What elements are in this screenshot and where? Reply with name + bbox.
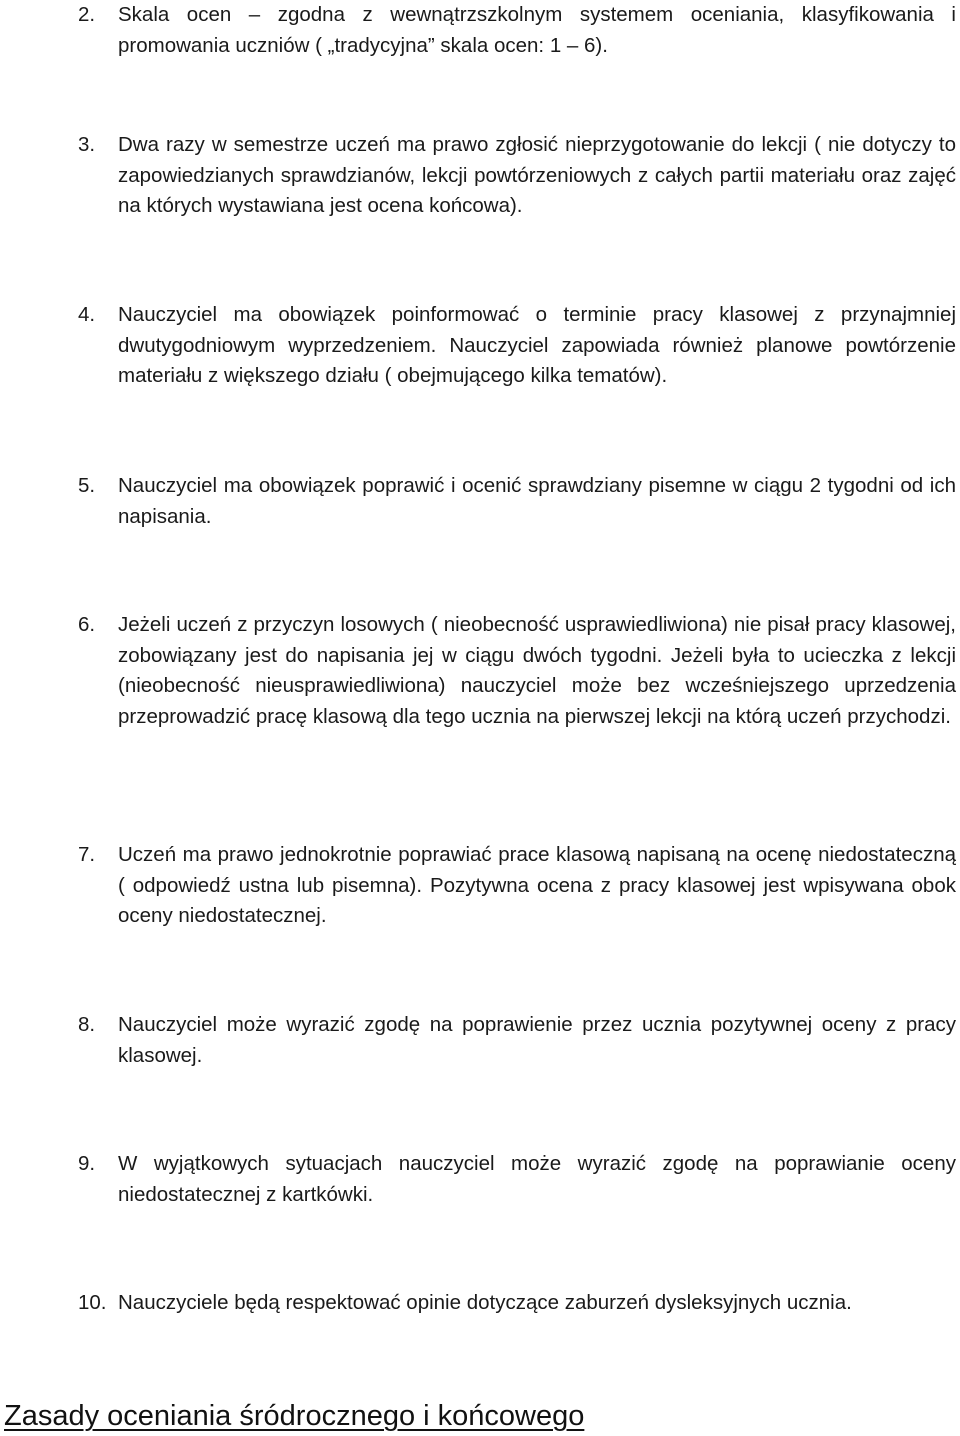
section-heading: Zasady oceniania śródrocznego i końcowego — [4, 1400, 585, 1432]
list-item — [78, 1010, 956, 1071]
list-item-text: Nauczyciele będą respektować opinie dotyczące zaburzeń dysleksyjnych ucznia. — [118, 1291, 852, 1314]
list-item-text: Dwa razy w semestrze uczeń ma prawo zgłosić nieprzygotowanie do lekcji ( nie dotyczy to zapowiedzianych sprawdzianów, lekcji powtórzeniowych z całych partii materiału oraz zajęć na których wystawiana jest ocena końcowa). — [118, 133, 956, 217]
list-item — [78, 471, 956, 532]
list-item-number: 9. — [78, 1152, 96, 1175]
list-item-text: Nauczyciel ma obowiązek poprawić i ocenić sprawdziany pisemne w ciągu 2 tygodni od ich napisania. — [118, 474, 956, 528]
list-item-number: 2. — [78, 3, 96, 26]
list-item — [78, 840, 956, 932]
list-item-text: Uczeń ma prawo jednokrotnie poprawiać prace klasową napisaną na ocenę niedostateczną ( odpowiedź ustna lub pisemna). Pozytywna ocena z pracy klasowej jest wpisywana obok oceny niedostatecznej. — [118, 843, 956, 927]
list-item — [78, 1149, 956, 1210]
list-item-number: 8. — [78, 1013, 96, 1036]
list-item-number: 10. — [78, 1291, 107, 1314]
list-item — [78, 610, 956, 732]
list-item — [78, 0, 956, 61]
list-item-text: Nauczyciel może wyrazić zgodę na poprawienie przez ucznia pozytywnej oceny z pracy klasowej. — [118, 1013, 956, 1067]
list-item-number: 4. — [78, 303, 96, 326]
list-item-number: 7. — [78, 843, 96, 866]
list-item — [78, 1288, 956, 1319]
list-item-text: Skala ocen – zgodna z wewnątrzszkolnym systemem oceniania, klasyfikowania i promowania uczniów ( „tradycyjna” skala ocen: 1 – 6). — [118, 3, 956, 57]
list-item-number: 3. — [78, 133, 96, 156]
list-item-text: Nauczyciel ma obowiązek poinformować o terminie pracy klasowej z przynajmniej dwutygodniowym wyprzedzeniem. Nauczyciel zapowiada również planowe powtórzenie materiału z większego działu ( obejmującego kilka tematów). — [118, 303, 956, 387]
list-item-text: W wyjątkowych sytuacjach nauczyciel może wyrazić zgodę na poprawianie oceny niedostatecznej z kartkówki. — [118, 1152, 956, 1206]
list-item-number: 6. — [78, 613, 96, 636]
list-item — [78, 300, 956, 392]
list-item-text: Jeżeli uczeń z przyczyn losowych ( nieobecność usprawiedliwiona) nie pisał pracy klasowej, zobowiązany jest do napisania jej w ciągu dwóch tygodni. Jeżeli była to ucieczka z lekcji (nieobecność nieusprawiedliwiona) nauczyciel może bez wcześniejszego uprzedzenia przeprowadzić pracę klasową dla tego ucznia na pierwszej lekcji na którą uczeń przychodzi. — [118, 613, 956, 728]
list-item-number: 5. — [78, 474, 96, 497]
list-item — [78, 130, 956, 222]
